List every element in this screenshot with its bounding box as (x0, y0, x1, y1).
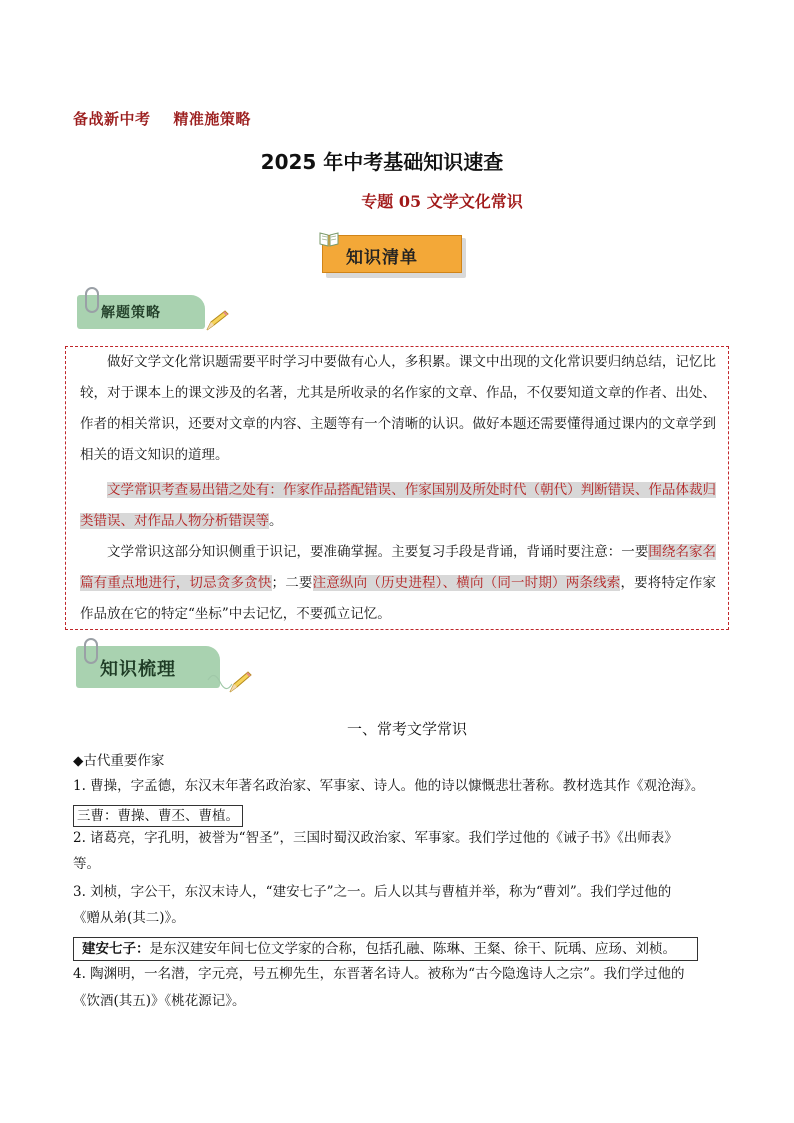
author-item-2: 2. 诸葛亮，字孔明，被誉为“智圣”，三国时蜀汉政治家、军事家。我们学过他的《诫子书》《出师表》 (73, 830, 678, 846)
author-item-4: 4. 陶渊明，一名潜，字元亮，号五柳先生，东晋著名诗人。被称为“古今隐逸诗人之宗”。我们学过他的 (73, 966, 685, 982)
page-title: 2025 年中考基础知识速查 (260, 150, 504, 174)
review-tab-label: 知识梳理 (100, 659, 176, 680)
author-item-3: 3. 刘桢，字公干，东汉末诗人，“建安七子”之一。后人以其与曹植并举，称为“曹刘”。我们学过他的 (73, 884, 672, 900)
author-item-2-cont: 等。 (73, 856, 100, 872)
author-item-3-cont: 《赠从弟(其二)》。 (73, 910, 185, 926)
strategy-tab-label: 解题策略 (101, 305, 161, 321)
strategy-paragraph-2: 文学常识考查易出错之处有：作家作品搭配错误、作家国别及所处时代（朝代）判断错误、作品体裁归类错误、对作品人物分析错误等。 (80, 482, 716, 529)
knowledge-list-banner (318, 229, 468, 279)
paperclip-icon (84, 638, 98, 664)
note-box-san-cao: 三曹：曹操、曹丕、曹植。 (73, 805, 243, 827)
topic-subtitle: 专题 05 文学文化常识 (361, 192, 523, 211)
pencil-squiggle-icon (206, 660, 256, 700)
knowledge-list-label: 知识清单 (346, 248, 418, 268)
author-item-4-cont: 《饮酒(其五)》《桃花源记》。 (73, 993, 246, 1009)
author-item-1: 1. 曹操，字孟德，东汉末年著名政治家、军事家、诗人。他的诗以慷慨悲壮著称。教材选其作《观沧海》。 (73, 778, 705, 794)
paperclip-icon (85, 287, 99, 313)
category-title: ◆古代重要作家 (73, 753, 165, 769)
tagline: 备战新中考 精准施策略 (73, 110, 251, 128)
strategy-paragraph-3: 文学常识这部分知识侧重于识记，要准确掌握。主要复习手段是背诵，背诵时要注意：一要围绕名家名篇有重点地进行，切忌贪多贪快；二要注意纵向（历史进程）、横向（同一时期）两条线索，要将特定作家作品放在它的特定“坐标”中去记忆，不要孤立记忆。 (80, 544, 717, 622)
note-box-jianan: 建安七子：是东汉建安年间七位文学家的合称，包括孔融、陈琳、王粲、徐干、阮瑀、应玚、刘桢。 (73, 937, 698, 961)
pencil-icon (203, 308, 231, 334)
book-icon (318, 229, 340, 247)
strategy-tab (77, 295, 205, 329)
section-heading: 一、常考文学常识 (346, 720, 467, 738)
review-tab (76, 646, 220, 688)
strategy-paragraph-1: 做好文学文化常识题需要平时学习中要做有心人，多积累。课文中出现的文化常识要归纳总结，记忆比较，对于课本上的课文涉及的名著，尤其是所收录的名作家的文章、作品，不仅要知道文章的作者、出处、作者的相关常识，还要对文章的内容、主题等有一个清晰的认识。做好本题还需要懂得通过课内的文章学到相关的语文知识的道理。 (80, 354, 716, 463)
